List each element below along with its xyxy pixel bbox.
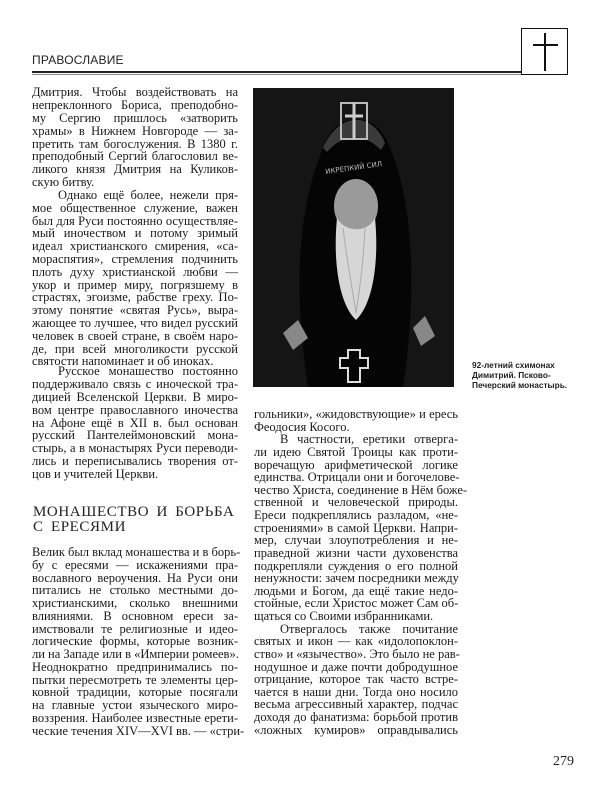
text-line: скую битву. xyxy=(32,175,95,190)
header-rule-thin xyxy=(32,74,522,75)
section-heading xyxy=(33,505,234,534)
text-line: ственной и человеческой природы. xyxy=(254,495,458,510)
text-line: страстях, эгоизме, рабстве греху. По- xyxy=(32,290,238,305)
text-line: ство» и «язычество». Это было не рав- xyxy=(254,646,460,661)
text-line: святости напоминает и об иноках. xyxy=(32,354,214,369)
text-line: претить там богослужения. В 1380 г. xyxy=(32,136,238,151)
text-line: Русское монашество постоянно xyxy=(58,364,238,378)
text-line: непреклонного Бориса, преподобно- xyxy=(32,97,238,112)
header-rule xyxy=(32,71,522,73)
text-line: мый иночеством и потому зримый xyxy=(32,226,238,241)
text-line: гольники», «жидовствующие» и ересь xyxy=(254,407,458,421)
page-number: 279 xyxy=(553,754,574,769)
text-line: воззрения. Наиболее известные ерети- xyxy=(32,710,238,725)
text-line: лись и переписывались творения от- xyxy=(32,454,238,469)
left-column-paragraphs-d xyxy=(32,545,245,738)
text-line: христианскими, сколько внешними xyxy=(32,596,238,610)
paragraph xyxy=(254,432,468,623)
caption-line: 92-летний схимонах xyxy=(472,360,555,370)
paragraph xyxy=(254,623,458,737)
text-line: нодушное и даже почти добродушное xyxy=(254,659,458,674)
text-line: Велик был вклад монашества и в борь- xyxy=(32,545,241,559)
text-line: имствовали те религиозные и идео- xyxy=(32,621,238,636)
text-line: щаться со Своими избранниками. xyxy=(254,609,434,623)
text-line: вом центре православного иночества xyxy=(32,402,238,417)
paragraph xyxy=(32,545,245,738)
text-line: жающее то лучшее, что видел русский xyxy=(32,315,238,330)
section-title: ПРАВОСЛАВИЕ xyxy=(32,53,124,67)
text-line: русский Пантелеймоновский мона- xyxy=(32,428,238,443)
text-line: ли на Западе или в «Империи ромеев». xyxy=(32,647,239,661)
text-line: весьма агрессивный характер, подчас xyxy=(254,697,458,712)
text-line: чается в наши дни. Тогда оно носило xyxy=(254,684,458,699)
paragraph xyxy=(32,365,238,481)
text-line: бу с ересями — искажениями пра- xyxy=(32,557,238,572)
text-line: «ложных кумиров» оправдывались xyxy=(254,722,458,737)
text-line: святых и икон — как «идолопоклон- xyxy=(254,634,458,649)
text-line: на главные устои языческого миро- xyxy=(32,698,238,712)
text-line: ковной традиции, которые посягали xyxy=(32,685,238,700)
paragraph xyxy=(254,408,458,433)
text-line: воречащую арифметической логике xyxy=(254,457,458,472)
text-line: идеал христианского смирения, «са- xyxy=(32,239,238,254)
text-line: му Сергию пришлось «затворить xyxy=(32,110,238,125)
text-line: на Афоне ещё в XII в. был основан xyxy=(32,415,238,430)
caption-line: Печерский монастырь. xyxy=(472,380,568,390)
photo-caption xyxy=(472,360,567,390)
text-line: Отвергалось также почитание xyxy=(280,621,458,636)
text-line: поддерживало связь с иноческой тра- xyxy=(32,376,238,391)
text-line: стырь, а в монастырях Руси переводи- xyxy=(32,441,238,456)
text-line: плоть духу христианской любви — xyxy=(32,264,238,279)
text-line: мер, случаи злоупотребления и не- xyxy=(254,533,458,548)
text-line: пытки пересмотреть те элементы цер- xyxy=(32,672,238,687)
text-line: влияниями. В основном ереси за- xyxy=(32,608,238,623)
text-line: отрицание, которое так часто встре- xyxy=(254,672,458,687)
text-line: строениями» в самой Церкви. Напри- xyxy=(254,520,458,535)
text-line: В частности, еретики отверга- xyxy=(280,432,458,447)
text-line: праведной жизни части духовенства xyxy=(254,545,458,560)
text-line: преподобный Сергий благословил ве- xyxy=(32,149,238,164)
text-line: мое общественное служение, важен xyxy=(32,200,238,215)
text-line: Неоднократно предпринимались по- xyxy=(32,659,238,674)
left-column-paragraphs-b xyxy=(32,189,238,368)
text-line: ненужности: зачем посредники между xyxy=(254,571,459,586)
text-line: ческие течения XIV—XVI вв. — «стри- xyxy=(32,723,245,738)
text-line: укор и пример миру, погрязшему в xyxy=(32,277,238,292)
text-line: человек в своей стране, в своём наро- xyxy=(32,328,238,343)
text-line: Ереси подкреплялись разладом, «не- xyxy=(254,508,458,522)
text-line: стойные, если Христос может Сам об- xyxy=(254,596,459,611)
text-line: цов и учителей Церкви. xyxy=(32,467,159,482)
text-line: вославного вероучения. На Руси они xyxy=(32,570,238,585)
text-line: логические формы, которые возник- xyxy=(32,634,238,649)
text-line: Феодосия Косого. xyxy=(254,419,350,434)
text-line: питались не столько местными до- xyxy=(32,583,238,598)
text-line: дицией Вселенской Церкви. В миро- xyxy=(32,389,238,404)
text-line: доходя до фанатизма: борьбой против xyxy=(254,710,458,724)
caption-line: Димитрий. Псково- xyxy=(472,370,551,380)
text-line: единства. Отрицали они и богочелове- xyxy=(254,470,460,485)
right-column-paragraphs xyxy=(254,407,468,737)
paragraph xyxy=(32,86,238,189)
text-line: подкрепляли суждения о его полной xyxy=(254,558,458,573)
left-column-paragraphs-a xyxy=(32,86,238,189)
text-line: этому понятие «святая Русь», выра- xyxy=(32,303,238,318)
text-line: де, при всей многоликости русской xyxy=(32,341,238,356)
text-line: храмы» в Нижнем Новгороде — за- xyxy=(32,123,238,138)
text-line: ликого князя Дмитрия на Куликов- xyxy=(32,162,238,177)
heading-line: С ЕРЕСЯМИ xyxy=(33,518,127,535)
text-line: чество Христа, соединение в Нём боже- xyxy=(254,482,468,497)
left-column-paragraphs-c xyxy=(32,365,238,481)
text-line: Дмитрия. Чтобы воздействовать на xyxy=(32,85,238,99)
heading-line: МОНАШЕСТВО И БОРЬБА xyxy=(33,504,235,520)
photo-schemamonk-dimitry xyxy=(253,88,454,387)
text-line: Однако ещё более, нежели пря- xyxy=(58,188,238,202)
orthodox-cross-icon xyxy=(521,28,568,75)
text-line: был для Руси постоянно осуществляе- xyxy=(32,213,238,228)
text-line: мораспятия», стремления подчинить xyxy=(32,251,238,266)
text-line: людьми и Богом, да ещё такие недо- xyxy=(254,583,458,598)
text-line: ли идею Святой Троицы как проти- xyxy=(254,444,458,459)
svg-text:ИКРЕПКИЙ СИЛ: ИКРЕПКИЙ СИЛ xyxy=(324,160,383,176)
paragraph xyxy=(32,189,238,368)
